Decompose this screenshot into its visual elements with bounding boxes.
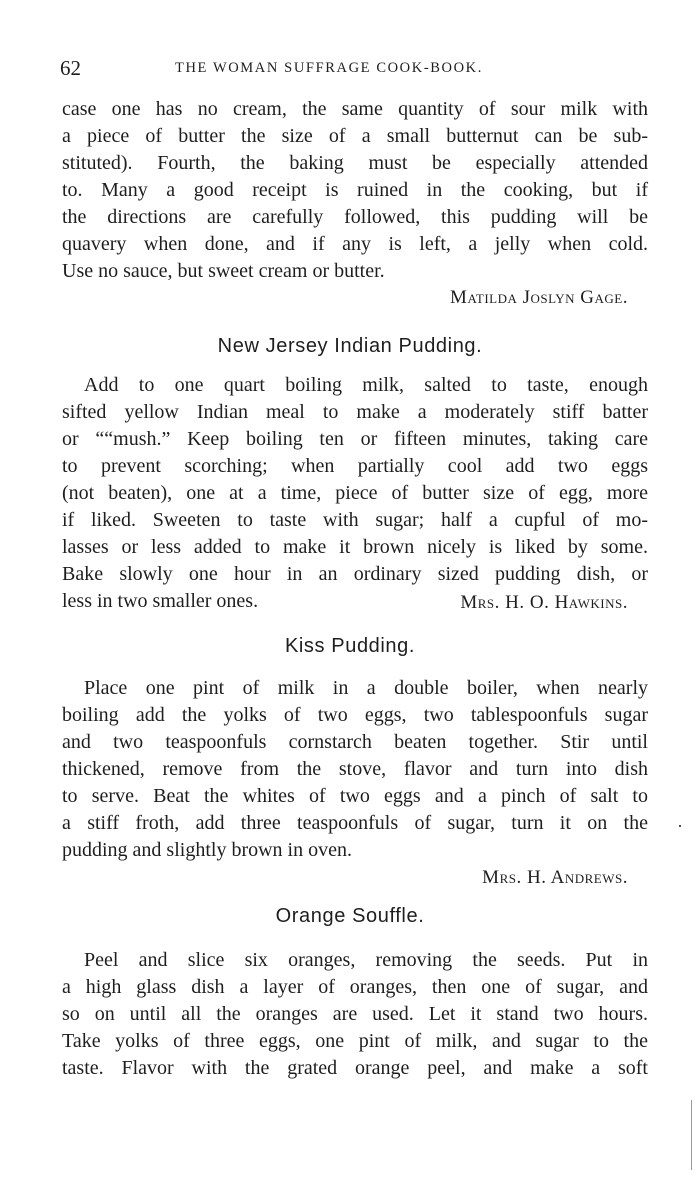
text-line: or ““mush.” Keep boiling ten or fifteen minutes, taking care <box>62 428 648 450</box>
running-title: THE WOMAN SUFFRAGE COOK-BOOK. <box>175 60 483 76</box>
text-line: to prevent scorching; when partially cool add two eggs <box>62 455 648 477</box>
text-line: and two teaspoonfuls cornstarch beaten together. Stir until <box>62 731 648 753</box>
text-line: sifted yellow Indian meal to make a moderately stiff batter <box>62 401 648 423</box>
text-line: if liked. Sweeten to taste with sugar; half a cupful of mo- <box>62 509 648 531</box>
text-line: case one has no cream, the same quantity of sour milk with <box>62 98 648 120</box>
recipe-body-orange-souffle <box>62 947 648 1082</box>
text-line: thickened, remove from the stove, flavor and turn into dish <box>62 758 648 780</box>
scan-speck <box>679 825 681 827</box>
paragraph-continuation <box>62 96 648 285</box>
recipe-heading-kiss-pudding: Kiss Pudding. <box>284 635 416 657</box>
text-line: to serve. Beat the whites of two eggs and a pinch of salt to <box>62 785 648 807</box>
text-line: the directions are carefully followed, this pudding will be <box>62 206 648 228</box>
scan-edge-line <box>691 1100 692 1170</box>
text-line: boiling add the yolks of two eggs, two tablespoonfuls sugar <box>62 704 648 726</box>
page-number: 62 <box>60 56 81 80</box>
text-line: to. Many a good receipt is ruined in the cooking, but if <box>62 179 648 201</box>
text-line: Take yolks of three eggs, one pint of milk, and sugar to the <box>62 1030 648 1052</box>
text-line: a stiff froth, add three teaspoonfuls of sugar, turn it on the <box>62 812 648 834</box>
text-line: Bake slowly one hour in an ordinary sized pudding dish, or <box>62 563 648 585</box>
recipe-heading-new-jersey-indian-pudding: New Jersey Indian Pudding. <box>217 335 483 357</box>
text-line: taste. Flavor with the grated orange peel, and make a soft <box>62 1057 648 1079</box>
recipe-heading-orange-souffle: Orange Souffle. <box>275 905 425 927</box>
signature-andrews: Mrs. H. Andrews. <box>482 867 628 888</box>
signature-hawkins: Mrs. H. O. Hawkins. <box>460 592 628 613</box>
text-line: a piece of butter the size of a small butternut can be sub- <box>62 125 648 147</box>
text-line: lasses or less added to make it brown nicely is liked by some. <box>62 536 648 558</box>
text-line: pudding and slightly brown in oven. <box>62 839 352 861</box>
signature-gage: Matilda Joslyn Gage. <box>450 287 628 308</box>
text-line: so on until all the oranges are used. Let it stand two hours. <box>62 1003 648 1025</box>
text-line: less in two smaller ones. <box>62 590 259 612</box>
text-line: Add to one quart boiling milk, salted to taste, enough <box>84 374 648 396</box>
text-line: Peel and slice six oranges, removing the seeds. Put in <box>84 949 648 971</box>
text-line: Use no sauce, but sweet cream or butter. <box>62 260 385 282</box>
text-line: stituted). Fourth, the baking must be especially attended <box>62 152 648 174</box>
text-line: Place one pint of milk in a double boiler, when nearly <box>84 677 648 699</box>
text-line: (not beaten), one at a time, piece of butter size of egg, more <box>62 482 648 504</box>
text-line: a high glass dish a layer of oranges, then one of sugar, and <box>62 976 648 998</box>
text-line: quavery when done, and if any is left, a jelly when cold. <box>62 233 648 255</box>
recipe-body-new-jersey-indian-pudding <box>62 372 648 615</box>
recipe-body-kiss-pudding <box>62 675 648 864</box>
